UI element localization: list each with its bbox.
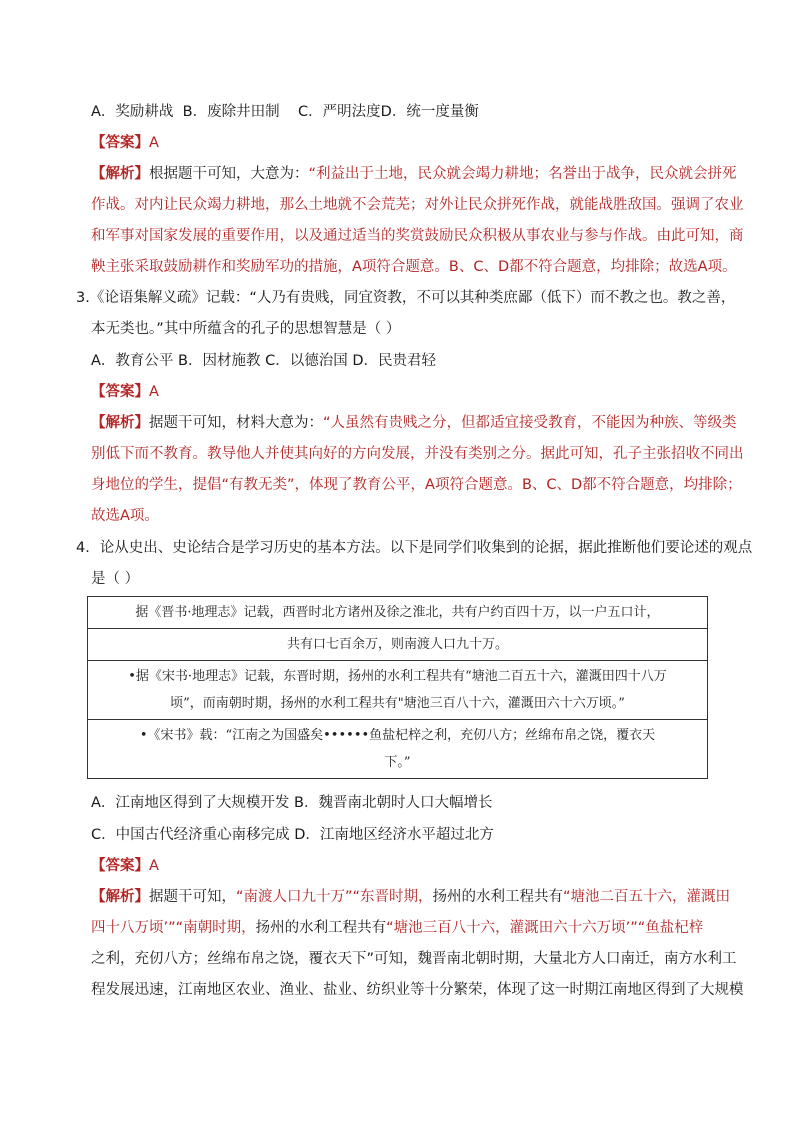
q4-analysis-line-3: 之利，充仞八方；丝绵布帛之饶，覆衣天下”可知，魏晋南北朝时期，大量北方人口南迁，南方水利工 <box>91 951 737 967</box>
q2-answer <box>91 133 159 153</box>
answer-value: A <box>149 384 159 400</box>
q2-analysis-line-2: 作战。对内让民众竭力耕地，那么土地就不会荒芜；对外让民众拼死作战，就能战胜敌国。强调了农业 <box>91 197 744 213</box>
q2-option-c: C．严明法度 <box>298 104 381 120</box>
evidence-row-1b <box>88 629 708 661</box>
q4-stem-line-1: 4．论从史出、史论结合是学习历史的基本方法。以下是同学们收集到的论据，据此推断他们要论述的观点 <box>76 540 753 556</box>
evidence-cell: 据《晋书·地理志》记载，西晋时北方诸州及徐之淮北，共有户约百四十万，以一户五口计， <box>88 597 708 629</box>
q4-options-cd: C．中国古代经济重心南移完成 D．江南地区经济水平超过北方 <box>91 827 494 843</box>
evidence-table <box>87 596 708 779</box>
answer-value: A <box>149 858 159 874</box>
q2-option-a: A．奖励耕战 <box>91 104 174 120</box>
q3-analysis-line-2: 别低下而不教育。教导他人并使其向好的方向发展，并没有类别之分。据此可知，孔子主张招收不同出 <box>91 446 744 462</box>
evidence-row-3 <box>88 720 708 779</box>
evidence-cell: •据《宋书·地理志》记载，东晋时期，扬州的水利工程共有“塘池二百五十六，灌溉田四十八万 顷”，而南朝时期，扬州的水利工程共有"塘池三百八十六，灌溉田六十六万顷。” <box>88 661 708 720</box>
q4-stem-line-2: 是（ ） <box>91 571 140 587</box>
q3-stem-line-1: 3.《论语集解义疏》记载：“人乃有贵贱，同宜资教，不可以其种类庶鄙（低下）而不教之也。教之善， <box>76 290 736 306</box>
q3-analysis-line-1: 【解析】据题干可知，材料大意为：“人虽然有贵贱之分，但都适宜接受教育，不能因为种族、等级类 <box>91 415 737 431</box>
answer-label: 【答案】 <box>91 858 149 874</box>
q3-analysis-line-3: 身地位的学生，提倡“有教无类”，体现了教育公平，A项符合题意。B、C、D都不符合题意，均排除； <box>91 477 742 493</box>
analysis-label: 【解析】 <box>91 415 149 431</box>
evidence-row-2 <box>88 661 708 720</box>
q2-option-b: B．废除井田制 <box>182 104 280 120</box>
q4-options-ab: A．江南地区得到了大规模开发 B．魏晋南北朝时人口大幅增长 <box>91 795 493 811</box>
q3-answer <box>91 382 159 402</box>
evidence-row-1 <box>88 597 708 629</box>
answer-value: A <box>149 135 159 151</box>
q3-options: A．教育公平 B．因材施教 C．以德治国 D．民贵君轻 <box>91 353 436 369</box>
q4-analysis-line-4: 程发展迅速，江南地区农业、渔业、盐业、纺织业等十分繁荣，体现了这一时期江南地区得到了大规模 <box>91 982 744 998</box>
q4-analysis-line-2: 四十八万顷’”“南朝时期，扬州的水利工程共有“塘池三百八十六，灌溉田六十六万顷’”“鱼盐杞梓 <box>91 920 704 936</box>
q2-analysis-line-4: 鞅主张采取鼓励耕作和奖励军功的措施，A项符合题意。B、C、D都不符合题意，均排除；故选A项。 <box>91 259 737 275</box>
q2-analysis-line-3: 和军事对国家发展的重要作用，以及通过适当的奖赏鼓励民众积极从事农业与参与作战。由此可知，商 <box>91 228 744 244</box>
q2-analysis-line-1: 【解析】根据题干可知，大意为：“利益出于土地，民众就会竭力耕地；名誉出于战争，民众就会拼死 <box>91 166 737 182</box>
q2-options <box>91 102 479 122</box>
analysis-label: 【解析】 <box>91 889 149 905</box>
q2-option-d: D．统一度量衡 <box>380 104 479 120</box>
evidence-cell: •《宋书》载：“江南之为国盛矣••••••鱼盐杞梓之利，充仞八方；丝绵布帛之饶，覆衣天 下。” <box>88 720 708 779</box>
evidence-cell: 共有口七百余万，则南渡人口九十万。 <box>88 629 708 661</box>
q3-analysis-line-4: 故选A项。 <box>91 508 159 524</box>
analysis-label: 【解析】 <box>91 166 149 182</box>
q3-stem-line-2: 本无类也。”其中所蕴含的孔子的思想智慧是（ ） <box>91 321 401 337</box>
q4-answer <box>91 856 159 876</box>
q4-analysis-line-1: 【解析】据题干可知，“南渡人口九十万”“东晋时期，扬州的水利工程共有“塘池二百五十六，灌溉田 <box>91 889 731 905</box>
answer-label: 【答案】 <box>91 384 149 400</box>
answer-label: 【答案】 <box>91 135 149 151</box>
